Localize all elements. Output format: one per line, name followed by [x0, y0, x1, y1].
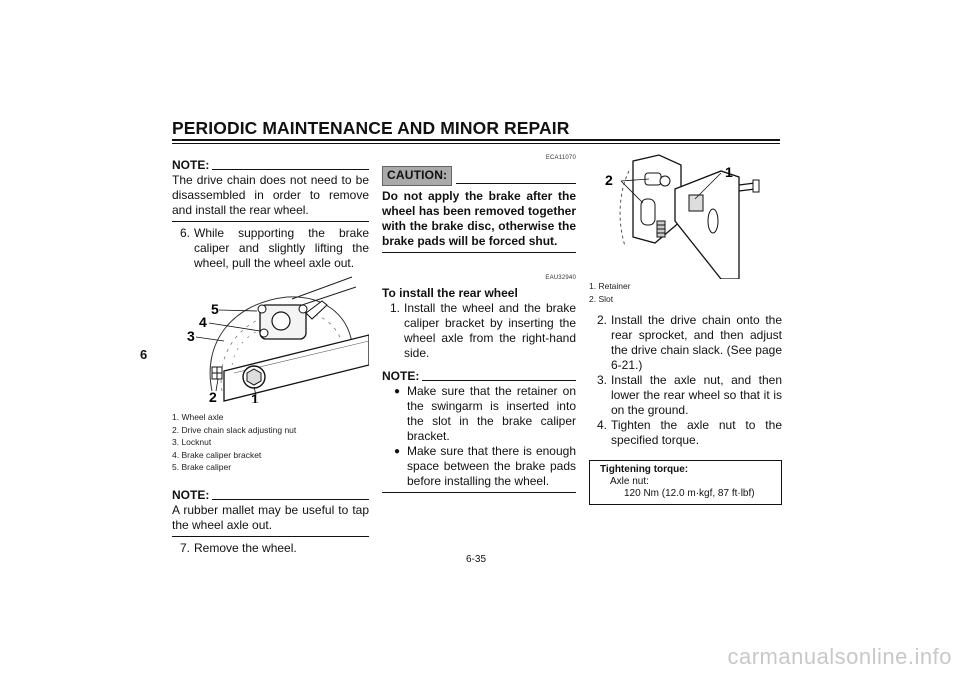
watermark: carmanualsonline.info: [727, 644, 952, 669]
torque-spec-box: [589, 460, 782, 505]
bullet-text: Make sure that there is enough space between the brake pads before installing the wheel.: [407, 444, 576, 488]
step-number: 4.: [596, 418, 607, 432]
page-header-title: PERIODIC MAINTENANCE AND MINOR REPAIR: [172, 118, 570, 138]
note-bullet: [382, 444, 576, 489]
note-heading: [172, 158, 369, 173]
torque-item: Axle nut:: [610, 476, 649, 487]
step-7: [172, 541, 369, 556]
step-text: While supporting the brake caliper and slightly lifting the wheel, pull the wheel axle out.: [194, 226, 369, 270]
install-step-1: [382, 301, 576, 361]
install-step-2: [589, 313, 782, 373]
figure-captions: [589, 280, 782, 305]
note-end-rule: [382, 492, 576, 493]
step-number: 2.: [596, 313, 607, 327]
note-heading: [382, 369, 576, 384]
step-number: 1.: [389, 301, 400, 315]
note-heading: [172, 488, 369, 503]
note-label: NOTE:: [382, 369, 420, 383]
step-text: Tighten the axle nut to the specified torque.: [611, 418, 782, 447]
callout-2: 2: [605, 172, 613, 188]
middle-column: [382, 151, 576, 493]
figure-captions: [172, 411, 369, 474]
step-number: 3.: [596, 373, 607, 387]
caution-code: ECA11070: [545, 155, 576, 161]
bullet-dot-icon: ●: [393, 446, 400, 457]
note-label: NOTE:: [172, 487, 210, 502]
torque-title: Tightening torque:: [600, 464, 689, 475]
step-text: Install the axle nut, and then lower the rear wheel so that it is on the ground.: [611, 373, 782, 417]
callout-1: 1: [725, 164, 733, 180]
caption-item: 2. Drive chain slack adjusting nut: [172, 424, 297, 435]
caption-item: 1. Retainer: [589, 281, 631, 291]
caption-item: 5. Brake caliper: [172, 462, 232, 472]
note-text: The drive chain does not need to be disassembled in order to remove and install the rear wheel.: [172, 173, 369, 217]
callout-3: 3: [187, 328, 195, 344]
step-text: Install the drive chain onto the rear sprocket, and then adjust the drive chain slack. (See page 6-21.): [611, 313, 782, 372]
chapter-tab: 6: [140, 347, 148, 362]
install-step-4: [589, 418, 782, 448]
callout-2: 2: [209, 389, 217, 403]
left-column: [172, 158, 369, 556]
step-number: 7.: [179, 540, 190, 555]
caution-text: Do not apply the brake after the wheel has been removed together with the brake disc, otherwise the brake pads will be forced shut.: [382, 189, 576, 248]
caution-end-rule: [382, 252, 576, 253]
install-step-3: [589, 373, 782, 418]
note-label: NOTE:: [172, 158, 210, 172]
note-text: A rubber mallet may be useful to tap the wheel axle out.: [172, 502, 369, 532]
torque-value: 120 Nm (12.0 m·kgf, 87 ft·lbf): [624, 488, 755, 499]
install-steps: [589, 313, 782, 448]
bullet-text: Make sure that the retainer on the swingarm is inserted into the slot in the brake caliper bracket.: [407, 384, 576, 443]
header-rule: [172, 139, 780, 141]
step-text: Remove the wheel.: [194, 540, 297, 555]
retainer-slot-illustration: [589, 151, 782, 279]
caption-item: 3. Locknut: [172, 437, 212, 447]
caption-item: 4. Brake caliper bracket: [172, 449, 262, 460]
callout-1: 1: [251, 391, 259, 403]
caution-badge: CAUTION:: [382, 166, 452, 186]
caption-item: 1. Wheel axle: [172, 412, 224, 422]
callout-4: 4: [199, 314, 207, 330]
install-heading: To install the rear wheel: [382, 286, 518, 300]
step-text: Install the wheel and the brake caliper bracket by inserting the wheel axle from the right-hand side.: [404, 301, 576, 360]
bullet-dot-icon: ●: [393, 386, 400, 397]
caption-item: 2. Slot: [589, 293, 614, 304]
header-rule-thin: [172, 143, 780, 144]
note-bullet: [382, 384, 576, 444]
right-column: [589, 151, 782, 505]
note-end-rule: [172, 221, 369, 222]
note-end-rule: [172, 536, 369, 537]
caution-heading: [382, 166, 576, 186]
step-number: 6.: [179, 226, 190, 240]
page-number: 6-35: [466, 554, 487, 565]
section-code: EAU32940: [545, 275, 576, 281]
wheel-axle-illustration: [172, 273, 369, 403]
callout-5: 5: [211, 301, 219, 317]
step-6: [172, 226, 369, 271]
